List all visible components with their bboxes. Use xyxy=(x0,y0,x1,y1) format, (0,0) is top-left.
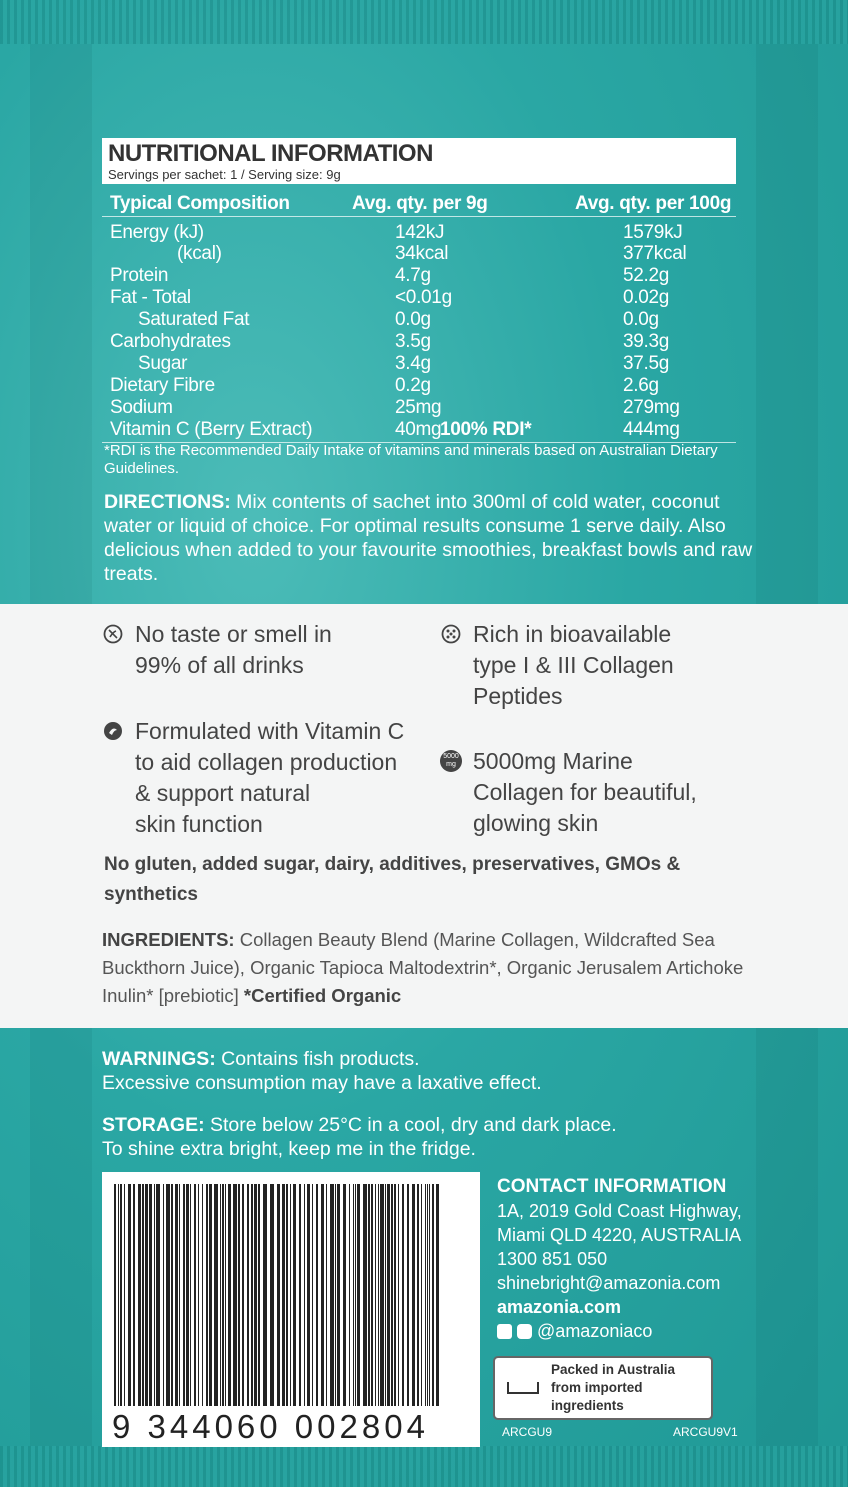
nutrient-per9: 34kcal xyxy=(395,243,449,264)
table-row xyxy=(0,287,848,309)
nutrient-name: Saturated Fat xyxy=(138,309,250,330)
nutrient-per100: 444mg xyxy=(623,419,680,440)
batch-code-left: ARCGU9 xyxy=(502,1425,553,1439)
packed-line: from imported xyxy=(551,1380,643,1395)
feature-line: Rich in bioavailable xyxy=(473,621,672,647)
directions xyxy=(104,490,754,586)
nutrient-per9: 40mg xyxy=(395,419,442,440)
packed-in-australia-label xyxy=(493,1356,713,1420)
warnings xyxy=(102,1047,752,1095)
berry-icon xyxy=(103,721,123,741)
packed-line: Packed in Australia xyxy=(551,1362,676,1377)
facebook-icon xyxy=(497,1324,512,1339)
rdi-value: 100% RDI* xyxy=(440,419,532,440)
nutrient-name: Sugar xyxy=(138,353,188,374)
table-row xyxy=(0,419,848,441)
nutrient-name: Vitamin C (Berry Extract) xyxy=(110,419,313,440)
storage-line1: Store below 25°C in a cool, dry and dark place. xyxy=(210,1114,617,1136)
feature-marine-collagen xyxy=(443,746,773,839)
col-header-composition: Typical Composition xyxy=(110,193,290,214)
table-row xyxy=(0,222,848,244)
nutrition-title: NUTRITIONAL INFORMATION xyxy=(108,140,433,167)
warnings-label: WARNINGS: xyxy=(102,1048,216,1070)
nutrient-per100: 39.3g xyxy=(623,331,670,352)
contact-address-line1: 1A, 2019 Gold Coast Highway, xyxy=(497,1201,742,1221)
barcode-bars xyxy=(114,1184,444,1406)
contact-information xyxy=(497,1175,797,1343)
barcode-number: 9 344060 002804 xyxy=(112,1408,429,1445)
certified-organic-note: *Certified Organic xyxy=(243,985,402,1006)
nutrient-per9: 0.2g xyxy=(395,375,431,396)
top-crimp-seal xyxy=(0,0,848,44)
storage-line2: To shine extra bright, keep me in the fridge. xyxy=(102,1138,476,1160)
nutrient-per100: 2.6g xyxy=(623,375,659,396)
table-row xyxy=(0,265,848,287)
contact-email: shinebright@amazonia.com xyxy=(497,1273,721,1293)
packed-text xyxy=(551,1361,675,1415)
table-row xyxy=(0,243,848,265)
nutrient-per100: 0.0g xyxy=(623,309,659,330)
warnings-line1: Contains fish products. xyxy=(221,1048,420,1070)
nutrient-per9: 3.4g xyxy=(395,353,431,374)
table-row xyxy=(0,309,848,331)
feature-line: 5000mg Marine xyxy=(473,748,633,774)
storage-label: STORAGE: xyxy=(102,1114,205,1136)
feature-line: Peptides xyxy=(473,683,563,709)
free-from-claim: No gluten, added sugar, dairy, additives, preservatives, GMOs & synthetics xyxy=(104,854,681,905)
table-row xyxy=(0,375,848,397)
ingredients xyxy=(102,926,762,1010)
nutrient-per100: 37.5g xyxy=(623,353,670,374)
nutrient-per100: 1579kJ xyxy=(623,222,683,243)
bottom-crimp-seal xyxy=(0,1446,848,1487)
nutrition-header xyxy=(102,138,736,184)
feature-no-taste xyxy=(135,619,435,681)
table-row xyxy=(0,397,848,419)
table-row xyxy=(0,353,848,375)
feature-line: type I & III Collagen xyxy=(473,652,674,678)
nutrient-per100: 0.02g xyxy=(623,287,670,308)
ingredients-text: Collagen Beauty Blend (Marine Collagen, Wildcrafted Sea Buckthorn Juice), Organic Tapioca Maltodextrin*, Organic Jerusalem Artichoke Inulin* [prebiotic] xyxy=(102,929,744,1006)
nutrient-per100: 377kcal xyxy=(623,243,687,264)
nutrient-per9: 0.0g xyxy=(395,309,431,330)
feature-line: to aid collagen production xyxy=(135,749,398,775)
nutrient-name: Carbohydrates xyxy=(110,331,231,352)
contact-website: amazonia.com xyxy=(497,1297,622,1317)
rdi-note: *RDI is the Recommended Daily Intake of vitamins and minerals based on Australian Dietary Guidelines. xyxy=(104,442,718,477)
packed-line: ingredients xyxy=(551,1398,624,1413)
nutrient-per100: 52.2g xyxy=(623,265,670,286)
contact-address-line2: Miami QLD 4220, AUSTRALIA xyxy=(497,1225,742,1245)
servings-info: Servings per sachet: 1 / Serving size: 9g xyxy=(108,167,341,182)
feature-collagen xyxy=(473,619,773,712)
no-taste-icon xyxy=(103,624,123,644)
nutrient-name: Dietary Fibre xyxy=(110,375,215,396)
instagram-icon xyxy=(517,1324,532,1339)
nutrient-name: Sodium xyxy=(110,397,173,418)
feature-line: Formulated with Vitamin C xyxy=(135,718,405,744)
social-row xyxy=(497,1319,797,1343)
directions-label: DIRECTIONS: xyxy=(104,491,231,513)
nutrient-name: Fat - Total xyxy=(110,287,191,308)
nutrient-per9: <0.01g xyxy=(395,287,452,308)
contact-heading: CONTACT INFORMATION xyxy=(497,1176,727,1197)
nutrient-per100: 279mg xyxy=(623,397,680,418)
nutrient-per9: 4.7g xyxy=(395,265,431,286)
table-row xyxy=(0,331,848,353)
5000mg-badge-icon: 5000 mg xyxy=(440,750,462,772)
storage xyxy=(102,1113,752,1161)
feature-vitamin-c xyxy=(135,716,435,840)
collagen-molecule-icon xyxy=(441,624,461,644)
nutrient-per9: 25mg xyxy=(395,397,442,418)
nutrient-name: Energy (kJ) xyxy=(110,222,204,243)
nutrient-per9: 3.5g xyxy=(395,331,431,352)
feature-line: skin function xyxy=(135,811,263,837)
feature-line: Collagen for beautiful, xyxy=(473,779,697,805)
nutrient-per9: 142kJ xyxy=(395,222,445,243)
directions-text: Mix contents of sachet into 300ml of cold water, coconut water or liquid of choice. For optimal results consume 1 serve daily. Also delicious when added to your favourite smoothies, breakfast bowls and raw treats. xyxy=(104,491,753,585)
feature-line: & support natural xyxy=(135,780,311,806)
ingredients-label: INGREDIENTS: xyxy=(102,929,235,950)
feature-line: 99% of all drinks xyxy=(135,652,304,678)
nutrient-name: Protein xyxy=(110,265,169,286)
col-header-per9g: Avg. qty. per 9g xyxy=(352,193,488,214)
warnings-line2: Excessive consumption may have a laxative effect. xyxy=(102,1072,542,1094)
nutrient-name: (kcal) xyxy=(177,243,222,264)
contact-phone: 1300 851 050 xyxy=(497,1249,608,1269)
nutrition-table-header xyxy=(0,193,848,215)
social-handle: @amazoniaco xyxy=(537,1321,653,1341)
barcode xyxy=(102,1172,480,1447)
ruler-icon xyxy=(507,1382,539,1394)
feature-line: No taste or smell in xyxy=(135,621,332,647)
batch-code-right: ARCGU9V1 xyxy=(673,1425,738,1439)
col-header-per100g: Avg. qty. per 100g xyxy=(575,193,732,214)
table-divider xyxy=(102,216,736,217)
feature-line: glowing skin xyxy=(473,810,599,836)
